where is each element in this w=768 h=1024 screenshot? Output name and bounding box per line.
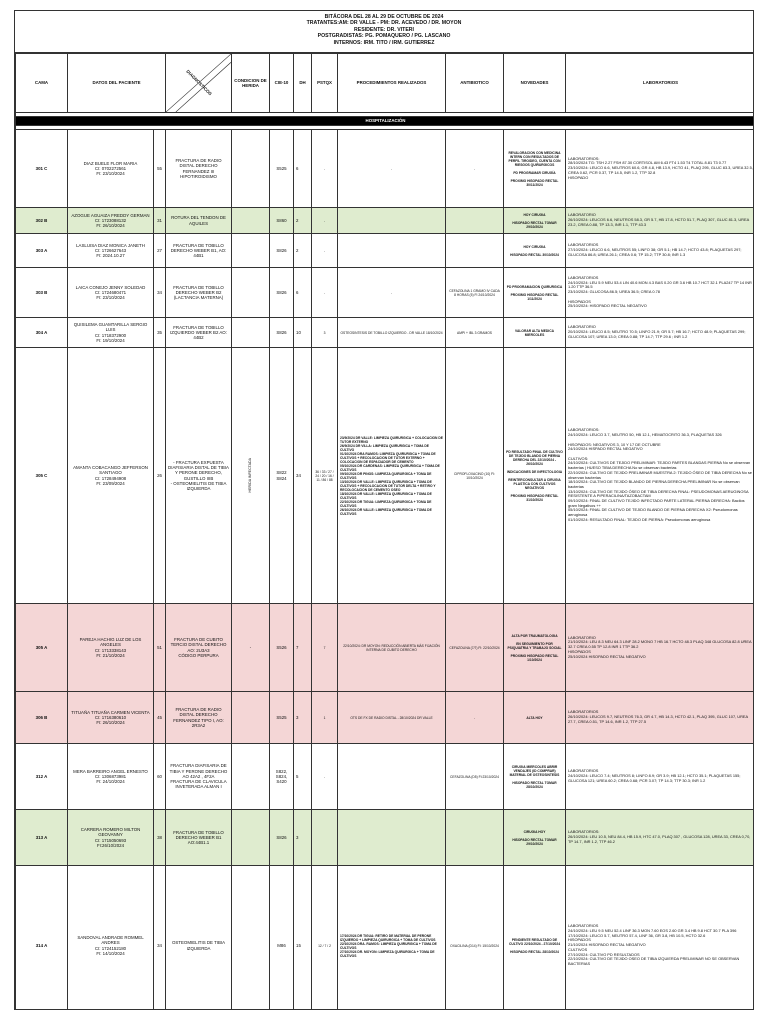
days-cell: 6 xyxy=(294,268,312,318)
wound-condition-cell xyxy=(232,692,270,744)
procedures-cell: 23/9/2024 DR VALLE: LIMPIEZA QUIRURGICA + COLOCACION DE TUTOR EXTERNO 26/9/2024 DR VILLA: LIMPIEZA QUIRURGICA + TOMA DE CULTIVO 01/10/2024 DRA RAMOS: LIMPIEZA QUIRURGICA + TOMA DE CULTIVOS + RECOLOCACION DE TUTOR EXTERNO + COLOCACION DE ESPACIADOR DE CEMENTO 05/10/2024 DR CARDENAS: LIMPIEZA QUIRURGICA + TOMA DE CULTIVOS 09/10/2024 DR PINOS: LIMPIEZA QUIRURGICA + TOMA DE CULTIVOS 13/10/2024 DR VALLE: LIMPIEZA QUIRURGICA + TOMA DE CULTIVOS + RECOLOCACION DE TUTOR DELTA + RETIRO Y RECOLOCACION DE CEMENTO OSEO 18/10/2024 DR VALLE: LIMPIEZA QUIRURGICA + TOMA DE CULTIVOS 22/10/2024 DR TIGUA: LIMPIEZA QUIRURGICA + TOMA DE CULTIVOS 26/10/2024 DR VALLE: LIMPIEZA QUIRURGICA + TOMA DE CULTIVOS xyxy=(338,348,446,604)
news-cell: PENDIENTE RESULTADO DE CULTIVO 22/10/2024 - 27/10/2024 HISOPADO RECTAL 28/10/2024 xyxy=(504,866,566,1011)
diagnosis-cell: OSTEOMIELITIS DE TIBIA IZQUIERDA xyxy=(166,866,232,1011)
patient-table xyxy=(15,53,754,1010)
procedures-cell: - xyxy=(338,130,446,208)
age-cell: 55 xyxy=(154,130,166,208)
labs-cell: LABORATORIOS 27/10/2024: LEUCO 6.6, NEUTROS 55; LINFO 38; GR 5.1; HB 14.7; HCTO 43.8; PLAQUETAS 297; GLUCOSA 86.8; UREA 26.1; CREA 0.6; TP 15.2; TTP 30.8; INR 1.3 xyxy=(566,234,754,268)
days-cell: 6 xyxy=(294,130,312,208)
postop-cell xyxy=(312,810,338,866)
labs-cell: LABORATORIOS: 28/10/2024 TG: TSH 2.27 FSH 87.30 CORTISOL AM 6.43 FT4 1.53 T4 TOTAL 8.81 T3 0.77 23/10/2024: LEUCO 6.6, NEUTROS 60.6, GR 4.8, HB 13.9, HCTO 41, PLAQ 295, GLUC 83.3, UREA 32.5, CREA 0.62, PCR 0.37, TP 14.5, INR 1.2, TTP 32.8 HISOPADO xyxy=(566,130,754,208)
news-cell: HOY CIRUGIA HISOPADO RECTAL TOMAR 29/10/2024 xyxy=(504,208,566,234)
wound-condition-cell xyxy=(232,810,270,866)
age-cell: 38 xyxy=(154,810,166,866)
diagnosis-cell: FRACTURA DE TOBILLO DERECHO WEBER B1 AO:44B1.1 xyxy=(166,810,232,866)
age-cell: 35 xyxy=(154,318,166,348)
patient-data-cell: TITUAÑA TITUAÑA CARMEN VICENTA CI: 1716380610 FI: 26/10/2024 xyxy=(68,692,154,744)
patient-row xyxy=(16,348,755,604)
age-cell: 26 xyxy=(154,348,166,604)
patient-row xyxy=(16,866,755,1011)
cie-cell: S822, S824, S420 xyxy=(270,744,294,810)
cie-cell: S826 xyxy=(270,810,294,866)
postop-cell: - xyxy=(312,234,338,268)
labs-cell: LABORATORIOS: 26/10/2024: LEU 10.5, NEU 84.4, HB 15.9, HTC 47.0, PLAQ 307 , GLUCOSA 128, UREA 33, CREA 0,70, TP 14.7, INR 1.2, TTP 46.2 xyxy=(566,810,754,866)
procedures-cell xyxy=(338,744,446,810)
col-dh: DH xyxy=(294,54,312,113)
days-cell: 3 xyxy=(294,692,312,744)
patient-row xyxy=(16,130,755,208)
diagnosis-cell: ROTURA DEL TENDON DE AQUILES xyxy=(166,208,232,234)
col-cama: CAMA xyxy=(16,54,68,113)
procedures-cell xyxy=(338,234,446,268)
col-condicion: CONDICION DE HERIDA xyxy=(232,54,270,113)
patient-data-cell: LAICA CONEJO JENNY SOLEDAD CI: 1724680471 FI: 23/10/2024 xyxy=(68,268,154,318)
age-cell: 45 xyxy=(154,692,166,744)
labs-cell: LABORATORIOS: 24/10/2024: LEUCO 3.7, NEUTRO 50, HB 12.1, HEMATOCRITO 36.3, PLAQUETAS 326 HISOPADOS: NEGATIVOS 3, 10 Y 17 DE OCTUBRE 24/10/2024 HISPADO RECTAL NEGATIVO CULTIVOS: 24/10/2024: CULTIVOS DE TEJIDO PRELIMINAR: TEJIDO PARTES BLANDAS PIERNA No se observan bacterias | HUESO TIBIA DERECHA No se observan bacterias 22/10/2024: CULTIVO DE TEJIDO PRELIMINAR MUESTRA 2: TEJIDO ÓSEO DE TIBIA DERECHA No se observan bacterias 18/10/2024: CULTIVO DE TEJIDO BLANDO DE PIERNA DERECHA PRELIMINAR No se observan bacterias 13/10/2024: CULTIVO DE TEJIDO ÓSEO DE TIBIA DERECHA FINAL: PSEUDOMONAS AERUGINOSA RESISTENTE A PIPERACILINA/TAZOBACTAM 09/10/2024: FINAL DE CULTIVO TEJIDO INFECTADO PARTE LATERAL PIERNA DERECHA: Bacilos gram Negativos ++ 05/10/2024: FINAL DE CULTIVO DE TEJIDO BLANDO DE PIERNA DERECHA X2: Pseudomonas aeruginosa 01/10/2024: RESULTADO FINAL: TEJIDO DE PIERNA: Pseudomonas aeruginosa xyxy=(566,348,754,604)
postop-cell: 1 xyxy=(312,692,338,744)
title-line: TRATANTES:AM: DR VALLE - PM: DR. ACEVEDO / DR. MOYON xyxy=(306,20,462,27)
news-cell: ALTA POR TRAUMATOLOGIA EN SEGUIMIENTO POR PSIQUIATRIA Y TRABAJO SOCIAL PROXIMO HISOPADO RECTAL 1/10/2024 xyxy=(504,604,566,692)
postop-cell: - xyxy=(312,268,338,318)
patient-row xyxy=(16,604,755,692)
cie-cell: S860 xyxy=(270,208,294,234)
diagnosis-cell: FRACTURA DE RADIO DISTAL DERECHO FERNANDEZ TIPO I, AO: 2R3A2 xyxy=(166,692,232,744)
col-diagnosticos-label: DIAGNOSTICOS xyxy=(184,69,213,97)
news-cell: CIRUGIA HOY HISOPADO RECTAL TOMAR 29/10/2024 xyxy=(504,810,566,866)
wound-condition-cell xyxy=(232,348,270,604)
labs-cell: LABORATORIO 21/10/2024: LEU 8.3 NEU 64.3 LINF 28.2 MONO 7 HB 16.7 HCTO 48.3 PLAQ 348 GLUCOSA 82.8 UREA 32.7 CREA 0.55 TP 12.8 INR 1 TTP 36.2 HISOPADOS 25/10/2024 HISOPADO RECTAL NEGATIVO xyxy=(566,604,754,692)
antibiotic-cell: OXACILINA (D14) FI: 15/10/2024 xyxy=(446,866,504,1011)
age-cell: 51 xyxy=(154,604,166,692)
wound-condition-cell xyxy=(232,318,270,348)
col-procedimientos: PROCEDIMIENTOS REALIZADOS xyxy=(338,54,446,113)
news-cell: REVALORACION CON MEDICINA INTERN CON RESULTADOS DE PERFIL TIROIDEO, CUENTA CON RIESGOS QUIRURGICOS PD PROGRAMAR CIRUGÍA PROXIMO HISOPADO RECTAL 30/11/2024 xyxy=(504,130,566,208)
days-cell: 2 xyxy=(294,234,312,268)
logbook-title xyxy=(15,11,753,53)
patient-data-cell: DIAZ BUELE FLOR MARIA CI: 0702272561 FI: 23/10/2024 xyxy=(68,130,154,208)
cie-cell: S525 xyxy=(270,692,294,744)
section-bar xyxy=(16,117,755,126)
postop-cell: - xyxy=(312,208,338,234)
postop-cell: 7 xyxy=(312,604,338,692)
patient-data-cell: CARRERA ROMERO MILTON GEOVANNY CI: 1715050693 FI:26/10/2024 xyxy=(68,810,154,866)
cie-cell: S526 xyxy=(270,604,294,692)
diagnosis-cell: FRACTURA DE CUBITO TERCIO DISTAL DERECHO AO: 2U3A3 CÓDIGO PERPURA xyxy=(166,604,232,692)
wound-condition-cell: - xyxy=(232,604,270,692)
days-cell: 34 xyxy=(294,348,312,604)
age-cell: 31 xyxy=(154,208,166,234)
labs-cell: LABORATORIOS 24/10/2024: LEU 5.9 NEU 53.4 LIN 40.6 MON 4.3 BAS 0.20 GR 3.6 HB 10.7 HCT 32.1 PLA247 TP 14 INR 1.20 TTP 36.5 23/10/2024: GLUCOSA 86.5; UREA 36.5; CREA 0.78 HISOPADOS 25/10/2024: HISOPADO RECTAL NEGATIVO xyxy=(566,268,754,318)
procedures-cell: 22/10/2024: DR MOYON: REDUCCIÓN ABIERTA MÁS FIJACIÓN INTERNA DE CUBITO DERECHO xyxy=(338,604,446,692)
wound-condition-cell xyxy=(232,130,270,208)
antibiotic-cell xyxy=(446,208,504,234)
patient-row xyxy=(16,810,755,866)
col-diagnosticos xyxy=(166,54,232,113)
diagnosis-cell: - FRACTURA EXPUESTA DIAFISIARIA DISTAL DE TIBIA Y PERONE DERECHO, GUSTILLO IIIB - OSTEOMIELITIS DE TIBIA IZQUIERDA xyxy=(166,348,232,604)
patient-row xyxy=(16,744,755,810)
cie-cell: S826 xyxy=(270,234,294,268)
patient-row xyxy=(16,208,755,234)
antibiotic-cell xyxy=(446,810,504,866)
patient-data-cell: MERA BARREIRO ANGEL ERNESTO CI: 1306873981 FI: 24/10/2024 xyxy=(68,744,154,810)
postop-cell: - xyxy=(312,130,338,208)
days-cell: 10 xyxy=(294,318,312,348)
bed-cell: 305 A xyxy=(16,604,68,692)
age-cell: 60 xyxy=(154,744,166,810)
cie-cell: S826 xyxy=(270,318,294,348)
diagnosis-cell: FRACTURA DIAFISARIA DE TIBIA Y PERONE DERECHO AO 42A2 , 4F2A FRACTURA DE CLAVICULA INVETERADA ALMAN I xyxy=(166,744,232,810)
days-cell: 5 xyxy=(294,744,312,810)
diagnosis-cell: FRACTURA DE TOBILLO IZQUIERDO WEBER B2 AO: 44B2 xyxy=(166,318,232,348)
cie-cell: S822 S824 xyxy=(270,348,294,604)
age-cell: 34 xyxy=(154,866,166,1011)
postop-cell: - xyxy=(312,744,338,810)
wound-condition-cell xyxy=(232,744,270,810)
days-cell: 7 xyxy=(294,604,312,692)
antibiotic-cell xyxy=(446,234,504,268)
postop-cell: 3 xyxy=(312,318,338,348)
news-cell: PD RESULTADO FINAL DE CULTIVO DE TEJIDO BLANDO DE PIERNA DERECHA DEL 22/10/2024 - 26/10/2024 INDICACIONES DE INFECTOLOGIA REINTERCONSULTAR A CIRUGIA PLASTICA CON CULTIVOS NEGATIVOS PROXIMO HISOPADO RECTAL 31/10/2024 xyxy=(504,348,566,604)
cie-cell: M86 xyxy=(270,866,294,1011)
col-novedades: NOVEDADES xyxy=(504,54,566,113)
bed-cell: 304 A xyxy=(16,318,68,348)
procedures-cell: 17/10/2024 DR TIGUA: RETIRO DE MATERIAL DE PERONE IZQUIERDO + LIMPIEZA QUIRURGICA + TOMA DE CULTIVOS 22/10/2024 DRA. RAMOS: LIMPIEZA QUIRURGICA + TOMA DE CULTIVOS 27/10/2024 DR. MOYON: LIMPIEZA QUIRURGICA + TOMA DE CULTIVOS xyxy=(338,866,446,1011)
age-cell: 27 xyxy=(154,234,166,268)
title-line: BITÁCORA DEL 28 AL 29 DE OCTUBRE DE 2024 xyxy=(324,14,444,20)
title-line: POSTGRADISTAS: PG. POMAQUERO / PG. LASCANO xyxy=(317,33,451,40)
logbook-sheet xyxy=(14,10,754,1010)
diagnosis-cell: FRACTURA DE TOBILLO DERECHO WEBER B2 (LACTANCIA MATERNA) xyxy=(166,268,232,318)
bed-cell: 305 C xyxy=(16,348,68,604)
labs-cell: LABORATORIOS 24/10/2024: LEUCO 7.4; NEUTROS 8; LINFO 8.9; GR 3.9; HB 12.1; HCTO 35.1; PLAQUETAS 155; GLUCOSA 121; UREA 60.2; CREA 0.68; PCR 3.07; TP 14.3; TTP 30.3; INR 1.2 xyxy=(566,744,754,810)
bed-cell: 314 A xyxy=(16,866,68,1011)
antibiotic-cell: AMPI + IBL 3 GRAMOS xyxy=(446,318,504,348)
bed-cell: 303 A xyxy=(16,234,68,268)
news-cell: VALORAR ALTA MEDICA MIERCOLES xyxy=(504,318,566,348)
labs-cell: LABORATORIO 26/10/2024: LEUCOS 6.6, NEUTROS 58.3, GR 5.7, HB 17.8, HCTO 51.7, PLAQ 307, GLUC 81.3, UREA 23.2, CREA 0.88, TP 13.3, INR 1.1, TTP 43.3 xyxy=(566,208,754,234)
patient-data-cell: LASLUISA DIAZ MONICA JANETH CI: 1726627643 FI: 2024.10.27 xyxy=(68,234,154,268)
bed-cell: 301 C xyxy=(16,130,68,208)
bed-cell: 313 A xyxy=(16,810,68,866)
wound-condition-cell xyxy=(232,234,270,268)
wound-condition-label: HERIDA INFECTADA xyxy=(247,457,252,493)
labs-cell: LABORATORIOS 26/10/2024: LEUCOS 9.7, NEUTROS 76.3, GR 4.7, HB 14.3, HCTO 42.1, PLAQ 395, GLUC 107, UREA 27.7, CREA 0.51, TP 14.6, INR 1.2, TTP 27.5 xyxy=(566,692,754,744)
col-cie: CIE-10 xyxy=(270,54,294,113)
news-cell: CIRUGIA MIERCOLES ABRIR VENDAJES (ID COMPRAR) MATERIAL DE OSTEOSINTESIS HISOPADO RECTAL TOMAR 28/10/2024 xyxy=(504,744,566,810)
days-cell: 15 xyxy=(294,866,312,1011)
procedures-cell xyxy=(338,810,446,866)
patient-data-cell: AZOGUE AGUAIZA FREDDY GERMAN CI: 1723088132 FI: 26/10/2024 xyxy=(68,208,154,234)
antibiotic-cell: CEFAZOLINA (7/7) FI: 22/10/2024 xyxy=(446,604,504,692)
patient-data-cell: AMANTA COBACANGO JEFFERSON SANTIAGO CI: 1728494908 FI: 23/09/2024 xyxy=(68,348,154,604)
patient-row xyxy=(16,318,755,348)
table-header-row xyxy=(16,54,755,113)
procedures-cell: OTS DE FX DE RADIO DISTAL - 28/10/2024 DR VALLE xyxy=(338,692,446,744)
postop-cell: 12 / 7 / 2 xyxy=(312,866,338,1011)
labs-cell: LABORATORIOS 24/10/2024: LEU 9.5 NEU 52.4 LINF 36.3 MON 7.60 EOS 2.60 GR 3.4 HB 9.8 HCT 30.7 PLA 396 17/10/2024: LEUCO 5.7, NEUTRO 57.4, LINF 36, GR 3.8, HB 10.5, HCTO 32.6 HISOPADOS 21/10/2024 HISOPADO RECTAL NEGATIVO CULTIVOS 27/10/2024: CULTIVO PD RESULTADOS 22/10/2024: CULTIVO DE TEJIDO OSEO DE TIBIA IZQUIERDA PRELIMINAR NO SE OBSERVAN BACTERIAS xyxy=(566,866,754,1011)
wound-condition-cell xyxy=(232,268,270,318)
patient-row xyxy=(16,234,755,268)
diagnosis-cell: FRACTURA DE TOBILLO DERECHO WEBER B1, AO: 44B1 xyxy=(166,234,232,268)
bed-cell: 302 B xyxy=(16,208,68,234)
procedures-cell xyxy=(338,208,446,234)
wound-condition-cell xyxy=(232,866,270,1011)
bed-cell: 306 B xyxy=(16,692,68,744)
patient-row xyxy=(16,268,755,318)
title-line: RESIDENTE: DR. VITERI xyxy=(354,26,414,33)
procedures-cell: - xyxy=(338,268,446,318)
procedures-cell: OSTEOSINTESIS DE TOBILLO IZQUIERDO - DR VALLE 18/10/2024 xyxy=(338,318,446,348)
bed-cell: 312 A xyxy=(16,744,68,810)
cie-cell: S525 xyxy=(270,130,294,208)
antibiotic-cell: - xyxy=(446,130,504,208)
col-pstqx: PSTQX xyxy=(312,54,338,113)
patient-data-cell: QUISILEMA GUAMTARILLA SERGIO LUIS CI: 1718372900 FI: 19/10/2024 xyxy=(68,318,154,348)
antibiotic-cell: CIPROFLOXACINO (10) FI: 10/10/2024 xyxy=(446,348,504,604)
patient-row xyxy=(16,692,755,744)
col-antibiotico: ANTIBIOTICO xyxy=(446,54,504,113)
days-cell: 3 xyxy=(294,810,312,866)
patient-data-cell: SANDOVAL ANDRADE ROMMEL ANDRES CI: 1724152180 FI: 14/10/2024 xyxy=(68,866,154,1011)
antibiotic-cell: CEFAZOLINA 1 GRAMO IV CADA 8 HORAS (5) FI 24/10/2024 xyxy=(446,268,504,318)
cie-cell: S826 xyxy=(270,268,294,318)
age-cell: 34 xyxy=(154,268,166,318)
col-datos: DATOS DEL PACIENTE xyxy=(68,54,166,113)
news-cell: HOY CIRUGIA HISOPADO RECTAL 30/10/2024 xyxy=(504,234,566,268)
diagnosis-cell: FRACTURA DE RADIO DISTAL DERECHO FERNANDEZ III HIPOTIROIDISMO xyxy=(166,130,232,208)
news-cell: PD PROGRAMACION QUIRURGICA PROXIMO HISOPADO RECTAL 1/11/2024 xyxy=(504,268,566,318)
antibiotic-cell: - xyxy=(446,692,504,744)
news-cell: ALTA HOY xyxy=(504,692,566,744)
patient-data-cell: PAREJA HACHIG LUZ DE LOS ANGELES CI: 1713338143 FI: 21/10/2024 xyxy=(68,604,154,692)
postop-cell: 36 / 33 / 27 / 24 / 20 / 16 / 11 / 86 / 88 xyxy=(312,348,338,604)
bed-cell: 303 B xyxy=(16,268,68,318)
title-line: INTERNOS: IRM. TITO / IRM. GUTIERREZ xyxy=(333,39,435,46)
section-title: HOSPITALIZACIÓN xyxy=(16,117,755,126)
wound-condition-cell xyxy=(232,208,270,234)
labs-cell: LABORATORIO 20/10/2024: LEUCO 8.5; NEUTRO 70.5; LINFO 21.9; GR 5.7; HB 16.7; HCTO 48.9; PLAQUETAS 299; GLUCOSA 107; UREA 13.0; CREA 0.88; TP 14.7; TTP 29.6 ; INR 1.2 xyxy=(566,318,754,348)
days-cell: 2 xyxy=(294,208,312,234)
col-laboratorios: LABORATORIOS xyxy=(566,54,754,113)
antibiotic-cell: CEFAZOLINA (D5) FI:23/10/2024 xyxy=(446,744,504,810)
